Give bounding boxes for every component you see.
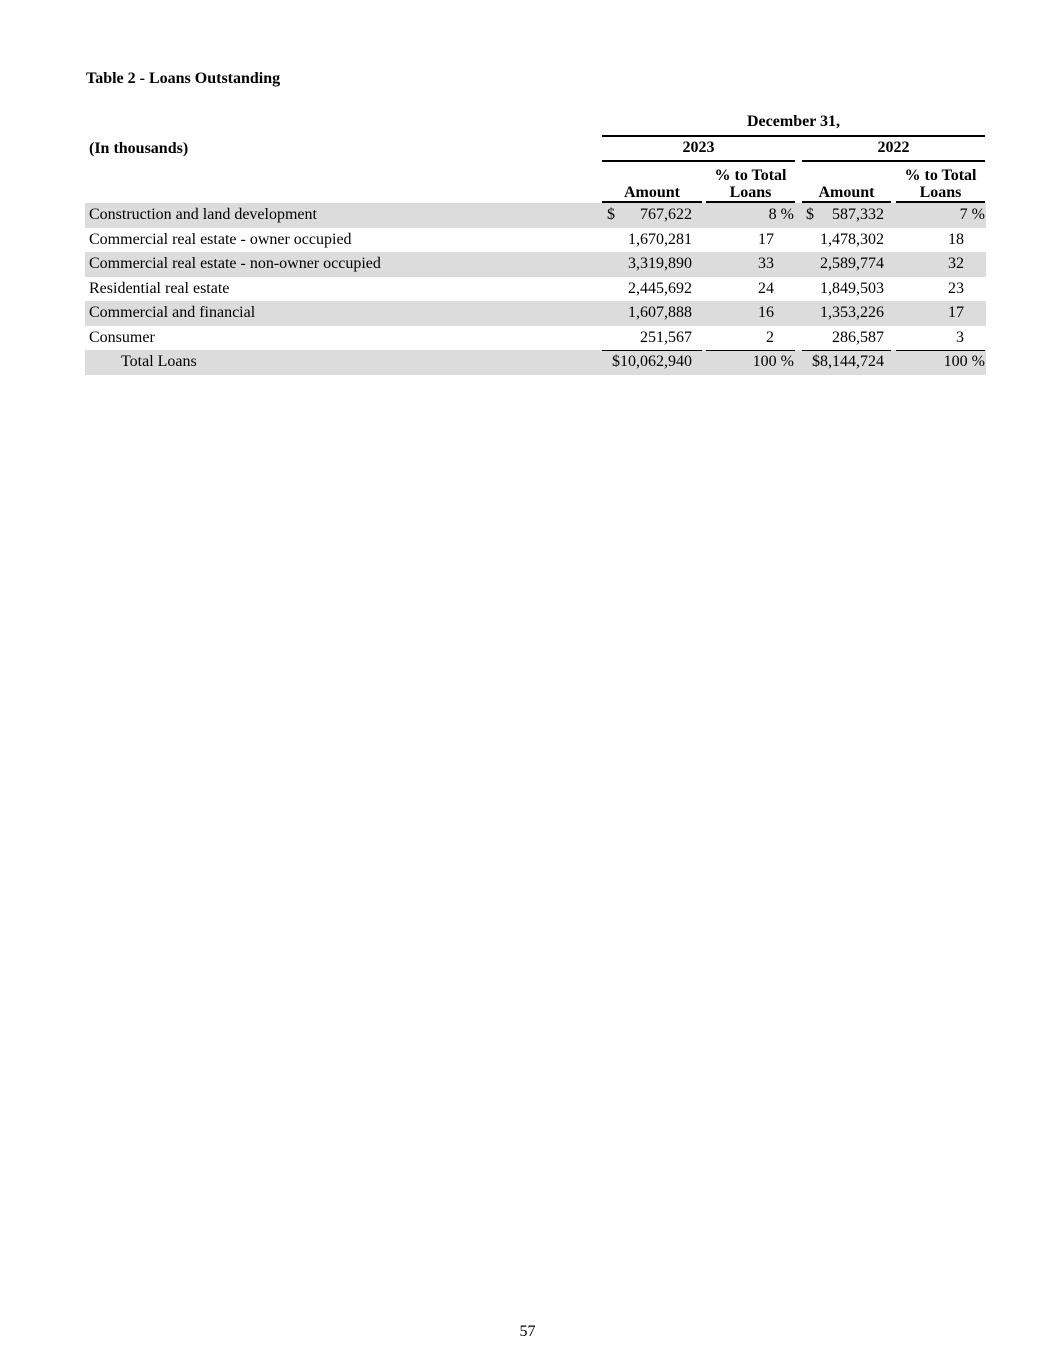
amount-2022: 1,353,226 bbox=[820, 304, 884, 321]
date-header: December 31, bbox=[602, 113, 985, 137]
table-row bbox=[85, 277, 986, 302]
page-number: 57 bbox=[519, 1323, 536, 1340]
amount-2022: 1,478,302 bbox=[820, 230, 884, 248]
subtotal-rule bbox=[896, 350, 985, 351]
total-amount-2023: $10,062,940 bbox=[612, 353, 692, 370]
pct-2022: 32 bbox=[948, 255, 964, 272]
pct-2022: 3 bbox=[956, 328, 964, 346]
pct-header-2023 bbox=[706, 167, 795, 203]
pct-2023: 24 bbox=[758, 279, 774, 297]
amount-2022: 1,849,503 bbox=[820, 279, 884, 297]
total-pct-2022: 100 % bbox=[943, 353, 985, 370]
amount-2023: 767,622 bbox=[640, 206, 692, 223]
amount-2023: 1,670,281 bbox=[628, 230, 692, 248]
amount-2023: 1,607,888 bbox=[628, 304, 692, 321]
currency-symbol: $ bbox=[806, 206, 814, 223]
total-amount-2022: $8,144,724 bbox=[812, 353, 884, 370]
unit-label: (In thousands) bbox=[89, 140, 189, 157]
table-row bbox=[85, 252, 986, 277]
pct-2023: 2 bbox=[766, 328, 774, 346]
subtotal-rule bbox=[706, 350, 795, 351]
pct-2022: 18 bbox=[948, 230, 964, 248]
pct-2022: 17 bbox=[948, 304, 964, 321]
pct-2023: 16 bbox=[758, 304, 774, 321]
loans-outstanding-table bbox=[85, 113, 986, 375]
table-total-row bbox=[85, 350, 986, 375]
amount-2023: 251,567 bbox=[640, 328, 692, 346]
pct-2023: 17 bbox=[758, 230, 774, 248]
pct-header-line2: Loans bbox=[919, 184, 962, 201]
year-header-2023: 2023 bbox=[602, 139, 795, 162]
pct-2023: 33 bbox=[758, 255, 774, 272]
amount-2023: 3,319,890 bbox=[628, 255, 692, 272]
table-title: Table 2 - Loans Outstanding bbox=[86, 70, 281, 87]
pct-header-line2: Loans bbox=[729, 184, 772, 201]
row-label: Commercial real estate - non-owner occupied bbox=[89, 255, 381, 272]
pct-header-line1: % to Total bbox=[714, 167, 787, 184]
amount-header-2023 bbox=[602, 184, 702, 203]
total-label: Total Loans bbox=[121, 353, 197, 370]
amount-2022: 286,587 bbox=[832, 328, 884, 346]
row-label: Consumer bbox=[89, 328, 155, 346]
table-row bbox=[85, 203, 986, 228]
pct-2022: 23 bbox=[948, 279, 964, 297]
pct-header-2022 bbox=[896, 167, 985, 203]
amount-header-label: Amount bbox=[818, 184, 875, 201]
amount-header-2022 bbox=[802, 184, 891, 203]
currency-symbol: $ bbox=[607, 206, 615, 223]
table-row bbox=[85, 326, 986, 351]
table-row bbox=[85, 228, 986, 253]
year-header-2022: 2022 bbox=[802, 139, 985, 162]
row-label: Residential real estate bbox=[89, 279, 230, 297]
pct-2023: 8 % bbox=[768, 206, 794, 223]
row-label: Commercial real estate - owner occupied bbox=[89, 230, 352, 248]
pct-2022: 7 % bbox=[959, 206, 985, 223]
pct-header-line1: % to Total bbox=[904, 167, 977, 184]
table-body bbox=[85, 203, 986, 375]
amount-2022: 587,332 bbox=[832, 206, 884, 223]
amount-2023: 2,445,692 bbox=[628, 279, 692, 297]
row-label: Construction and land development bbox=[89, 206, 317, 223]
subtotal-rule bbox=[602, 350, 702, 351]
subtotal-rule bbox=[802, 350, 891, 351]
table-header bbox=[85, 113, 986, 203]
row-label: Commercial and financial bbox=[89, 304, 256, 321]
amount-header-label: Amount bbox=[623, 184, 680, 201]
amount-2022: 2,589,774 bbox=[820, 255, 884, 272]
table-row bbox=[85, 301, 986, 326]
total-pct-2023: 100 % bbox=[752, 353, 794, 370]
